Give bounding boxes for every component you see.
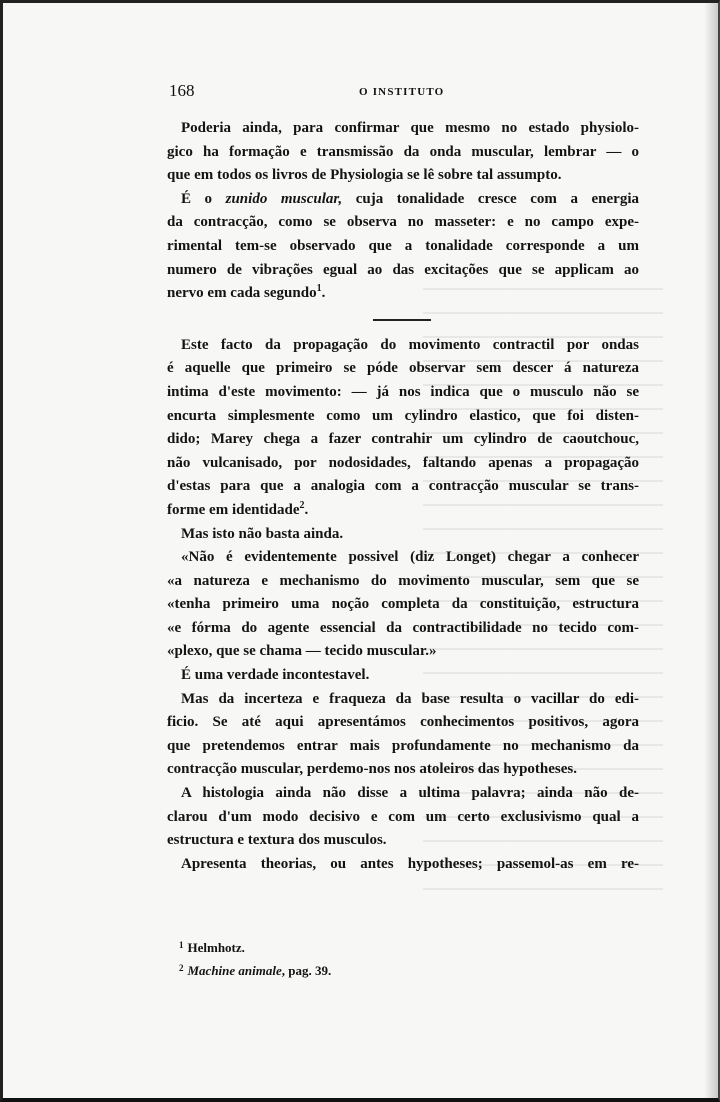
text-fragment: forme em identidade (167, 501, 300, 518)
text-fragment: cuja tonalidade cresce com a energia (342, 190, 639, 207)
text-line: da contracção, como se observa no masseter: e no campo expe- (167, 214, 639, 231)
text-line (167, 188, 639, 212)
quote-line: «plexo, que se chama — tecido muscular.» (167, 643, 437, 660)
footnote-mark: 2 (179, 963, 184, 973)
section-rule (167, 306, 639, 334)
quote-line: «tenha primeiro uma noção completa da constituição, estructura (167, 596, 639, 613)
text-line: gico ha formação e transmissão da onda muscular, lembrar — o (167, 143, 639, 160)
page-number: 168 (169, 81, 195, 100)
quote-line: «a natureza e mechanismo do movimento muscular, sem que se (167, 572, 639, 589)
footnote-2 (179, 958, 639, 981)
text-line: contracção muscular, perdemo-nos nos atoleiros das hypotheses. (167, 761, 578, 778)
text-line: Poderia ainda, para confirmar que mesmo no estado physiolo- (181, 120, 639, 136)
text-line: rimental tem-se observado que a tonalidade corresponde a um (167, 237, 639, 254)
running-header (169, 81, 641, 105)
text-line: Este facto da propagação do movimento contractil por ondas (181, 336, 639, 353)
text-line: intima d'este movimento: — já nos indica que o musculo não se (167, 383, 639, 400)
body-text (167, 117, 639, 876)
footnote-text: , pag. 39. (281, 963, 332, 978)
text-line: que pretendemos entrar mais profundamente no mechanismo da (167, 737, 639, 754)
text-line: numero de vibrações egual ao das excitações que se applicam ao (167, 261, 639, 278)
text-line: É uma verdade incontestavel. (181, 667, 370, 684)
text-fragment: . (321, 285, 326, 302)
text-line: d'estas para que a analogia com a contracção muscular se trans- (167, 478, 639, 495)
text-line: clarou d'um modo decisivo e com um certo exclusivismo qual a (167, 808, 639, 825)
footnotes (179, 935, 639, 981)
text-line: ficio. Se até aqui apresentámos conhecimentos positivos, agora (167, 714, 639, 731)
text-fragment: nervo em cada segundo (167, 285, 317, 302)
quote-line: «e fórma do agente essencial da contractibilidade no tecido com- (167, 619, 639, 636)
italic-term: zunido muscular, (225, 190, 343, 207)
text-line: encurta simplesmente como um cylindro elastico, que foi disten- (167, 407, 639, 424)
text-line: Mas isto não basta ainda. (181, 525, 344, 542)
footnote-ref: 1 (316, 283, 322, 295)
footnote-1 (179, 935, 639, 958)
footnote-mark: 1 (179, 940, 184, 950)
rule-line (373, 319, 431, 321)
text-line: Mas da incerteza e fraqueza da base resulta o vacillar do edi- (181, 690, 639, 707)
text-fragment: . (304, 501, 309, 518)
text-line (167, 499, 639, 523)
text-line (167, 282, 639, 306)
text-fragment: É o (181, 190, 226, 207)
text-line: A histologia ainda não disse a ultima palavra; ainda não de- (181, 785, 639, 802)
footnote-ref: 2 (299, 499, 305, 511)
running-head-title: O INSTITUTO (359, 86, 445, 98)
text-line: não vulcanisado, por nodosidades, faltando apenas a propagação (167, 454, 639, 471)
text-line: dido; Marey chega a fazer contrahir um cylindro de caoutchouc, (167, 431, 639, 448)
footnote-title: Machine animale (187, 963, 282, 978)
footnote-text: Helmhotz. (187, 940, 245, 955)
text-line: estructura e textura dos musculos. (167, 832, 387, 849)
text-line: Apresenta theorias, ou antes hypotheses; passemol-as em re- (181, 855, 639, 872)
quote-line: «Não é evidentemente possivel (diz Longet) chegar a conhecer (181, 549, 639, 566)
page-edge-shadow (704, 3, 718, 1098)
text-line: é aquelle que primeiro se póde observar sem descer á natureza (167, 360, 639, 377)
text-line: que em todos os livros de Physiologia se lê sobre tal assumpto. (167, 167, 562, 184)
